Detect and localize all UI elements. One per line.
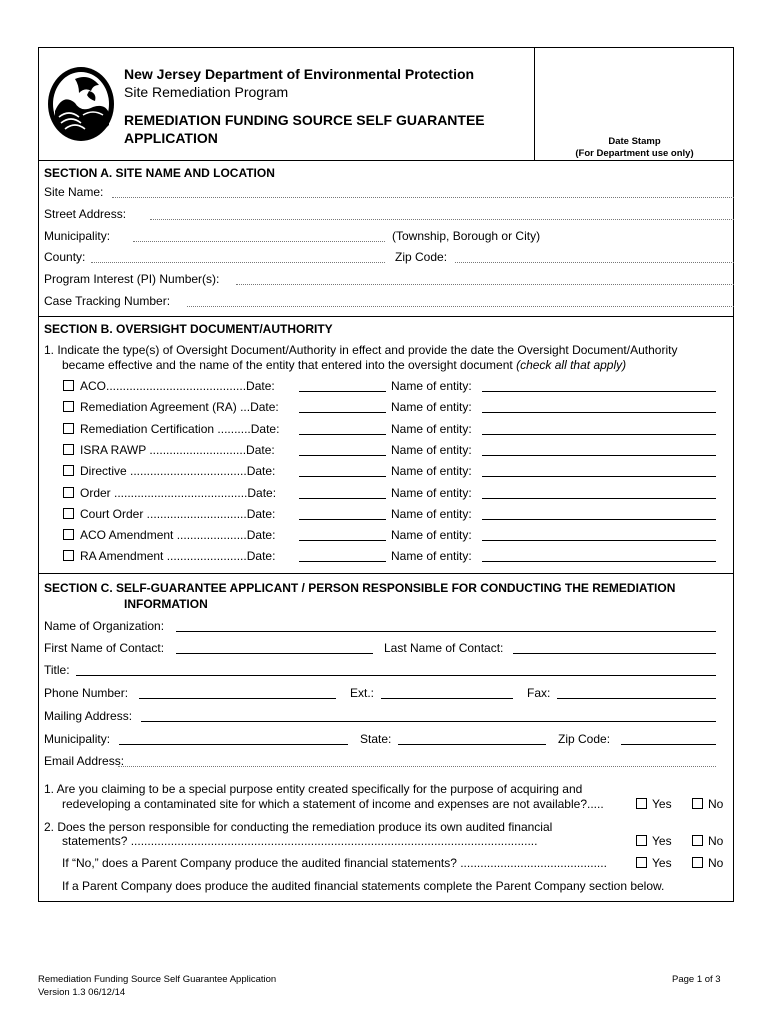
fax-field[interactable] [557, 698, 716, 699]
entity-name-label: Name of entity: [391, 464, 472, 478]
contact-municipality-label: Municipality: [44, 732, 111, 746]
section-c-heading-line2: INFORMATION [124, 597, 208, 611]
contact-zip-field[interactable] [621, 744, 716, 745]
q2-yes-label: Yes [652, 834, 672, 848]
program-name: Site Remediation Program [124, 84, 289, 100]
contact-municipality-field[interactable] [119, 744, 348, 745]
njdep-logo-icon [45, 63, 117, 145]
document-type-label: Remediation Certification ..........Date: [80, 422, 280, 436]
org-name-label: Name of Organization: [44, 619, 165, 633]
document-type-label: Directive ...................................Date: [80, 464, 276, 478]
form-title-line1: REMEDIATION FUNDING SOURCE SELF GUARANTEE [124, 112, 485, 128]
document-checkbox[interactable] [63, 550, 74, 561]
document-checkbox[interactable] [63, 508, 74, 519]
site-name-field[interactable] [112, 197, 734, 198]
document-type-label: RA Amendment ........................Date: [80, 549, 276, 563]
document-checkbox[interactable] [63, 423, 74, 434]
county-label: County: [44, 250, 86, 264]
email-label: Email Address: [44, 754, 125, 768]
site-name-label: Site Name: [44, 185, 104, 199]
municipality-hint: (Township, Borough or City) [392, 229, 541, 243]
q1-yes-label: Yes [652, 797, 672, 811]
site-municipality-label: Municipality: [44, 229, 111, 243]
instruction-text: became effective and the name of the entity that entered into the oversight document [62, 358, 513, 372]
document-date-field[interactable] [299, 561, 386, 562]
document-date-field[interactable] [299, 391, 386, 392]
q1-no-checkbox[interactable] [692, 798, 703, 809]
date-stamp-label: Date Stamp [608, 136, 661, 147]
document-type-label: ISRA RAWP .............................Date: [80, 443, 275, 457]
pi-number-label: Program Interest (PI) Number(s): [44, 272, 220, 286]
q3-no-checkbox[interactable] [692, 857, 703, 868]
document-checkbox[interactable] [63, 487, 74, 498]
last-name-field[interactable] [513, 653, 716, 654]
mailing-address-label: Mailing Address: [44, 709, 133, 723]
entity-name-field[interactable] [482, 540, 716, 541]
document-type-label: Order ........................................Date: [80, 486, 277, 500]
footer-page-number: Page 1 of 3 [672, 974, 721, 985]
ext-label: Ext.: [350, 686, 375, 700]
q2-no-checkbox[interactable] [692, 835, 703, 846]
entity-name-field[interactable] [482, 561, 716, 562]
entity-name-field[interactable] [482, 455, 716, 456]
question-2-line2: statements? .......................................................................................................................... [62, 834, 538, 848]
date-stamp-note: (For Department use only) [575, 148, 694, 159]
q1-no-label: No [708, 797, 724, 811]
site-municipality-field[interactable] [133, 241, 385, 242]
entity-name-label: Name of entity: [391, 422, 472, 436]
parent-company-note: If a Parent Company does produce the audited financial statements complete the Parent Company section below. [62, 879, 665, 893]
section-b-divider [38, 316, 734, 317]
q3-yes-checkbox[interactable] [636, 857, 647, 868]
county-field[interactable] [91, 262, 385, 263]
entity-name-label: Name of entity: [391, 400, 472, 414]
q1-yes-checkbox[interactable] [636, 798, 647, 809]
email-field[interactable] [118, 766, 716, 767]
ext-field[interactable] [381, 698, 513, 699]
section-a-heading: SECTION A. SITE NAME AND LOCATION [44, 166, 275, 180]
entity-name-label: Name of entity: [391, 486, 472, 500]
document-date-field[interactable] [299, 455, 386, 456]
case-tracking-field[interactable] [187, 306, 734, 307]
org-name-field[interactable] [176, 631, 716, 632]
document-date-field[interactable] [299, 476, 386, 477]
q2-yes-checkbox[interactable] [636, 835, 647, 846]
site-zip-field[interactable] [455, 262, 734, 263]
site-zip-label: Zip Code: [395, 250, 448, 264]
document-date-field[interactable] [299, 498, 386, 499]
document-checkbox[interactable] [63, 401, 74, 412]
entity-name-field[interactable] [482, 519, 716, 520]
section-b-instruction-2 [62, 358, 626, 372]
document-date-field[interactable] [299, 412, 386, 413]
section-c-heading-line1: SECTION C. SELF-GUARANTEE APPLICANT / PERSON RESPONSIBLE FOR CONDUCTING THE REMEDIATION [44, 581, 676, 595]
q2-no-label: No [708, 834, 724, 848]
question-1-line2: redeveloping a contaminated site for which a statement of income and expenses are not available?..... [62, 797, 604, 811]
street-address-label: Street Address: [44, 207, 127, 221]
question-2-line1: 2. Does the person responsible for conducting the remediation produce its own audited financial [44, 820, 553, 834]
entity-name-label: Name of entity: [391, 507, 472, 521]
document-checkbox[interactable] [63, 444, 74, 455]
question-3: If “No,” does a Parent Company produce the audited financial statements? ............................................ [62, 856, 607, 870]
document-checkbox[interactable] [63, 465, 74, 476]
entity-name-field[interactable] [482, 476, 716, 477]
section-c-divider [38, 573, 734, 574]
document-date-field[interactable] [299, 434, 386, 435]
document-type-label: ACO Amendment .....................Date: [80, 528, 276, 542]
first-name-field[interactable] [176, 653, 373, 654]
pi-number-field[interactable] [236, 284, 734, 285]
entity-name-label: Name of entity: [391, 528, 472, 542]
state-field[interactable] [398, 744, 546, 745]
state-label: State: [360, 732, 392, 746]
entity-name-field[interactable] [482, 498, 716, 499]
fax-label: Fax: [527, 686, 551, 700]
document-type-label: ACO..........................................Date: [80, 379, 275, 393]
question-1-line1: 1. Are you claiming to be a special purpose entity created specifically for the purpose of acquiring and [44, 782, 583, 796]
entity-name-field[interactable] [482, 434, 716, 435]
title-field[interactable] [76, 675, 716, 676]
footer-doc-title: Remediation Funding Source Self Guarantee Application [38, 974, 277, 985]
first-name-label: First Name of Contact: [44, 641, 165, 655]
section-b-heading: SECTION B. OVERSIGHT DOCUMENT/AUTHORITY [44, 322, 333, 336]
phone-field[interactable] [139, 698, 336, 699]
document-type-label: Remediation Agreement (RA) ...Date: [80, 400, 279, 414]
document-checkbox[interactable] [63, 529, 74, 540]
footer-version: Version 1.3 06/12/14 [38, 987, 126, 998]
document-date-field[interactable] [299, 519, 386, 520]
mailing-address-field[interactable] [141, 721, 716, 722]
q3-no-label: No [708, 856, 724, 870]
form-title-line2: APPLICATION [124, 130, 218, 146]
case-tracking-label: Case Tracking Number: [44, 294, 171, 308]
section-b-instruction-1: 1. Indicate the type(s) of Oversight Document/Authority in effect and provide the date the Oversight Document/Authority [44, 343, 678, 357]
document-type-label: Court Order ..............................Date: [80, 507, 276, 521]
instruction-emphasis: (check all that apply) [516, 358, 627, 372]
entity-name-field[interactable] [482, 391, 716, 392]
street-address-field[interactable] [150, 219, 734, 220]
entity-name-label: Name of entity: [391, 443, 472, 457]
title-label: Title: [44, 663, 70, 677]
entity-name-label: Name of entity: [391, 549, 472, 563]
document-checkbox[interactable] [63, 380, 74, 391]
q3-yes-label: Yes [652, 856, 672, 870]
phone-label: Phone Number: [44, 686, 129, 700]
agency-name: New Jersey Department of Environmental Protection [124, 66, 475, 82]
last-name-label: Last Name of Contact: [384, 641, 504, 655]
contact-zip-label: Zip Code: [558, 732, 611, 746]
entity-name-label: Name of entity: [391, 379, 472, 393]
entity-name-field[interactable] [482, 412, 716, 413]
document-date-field[interactable] [299, 540, 386, 541]
